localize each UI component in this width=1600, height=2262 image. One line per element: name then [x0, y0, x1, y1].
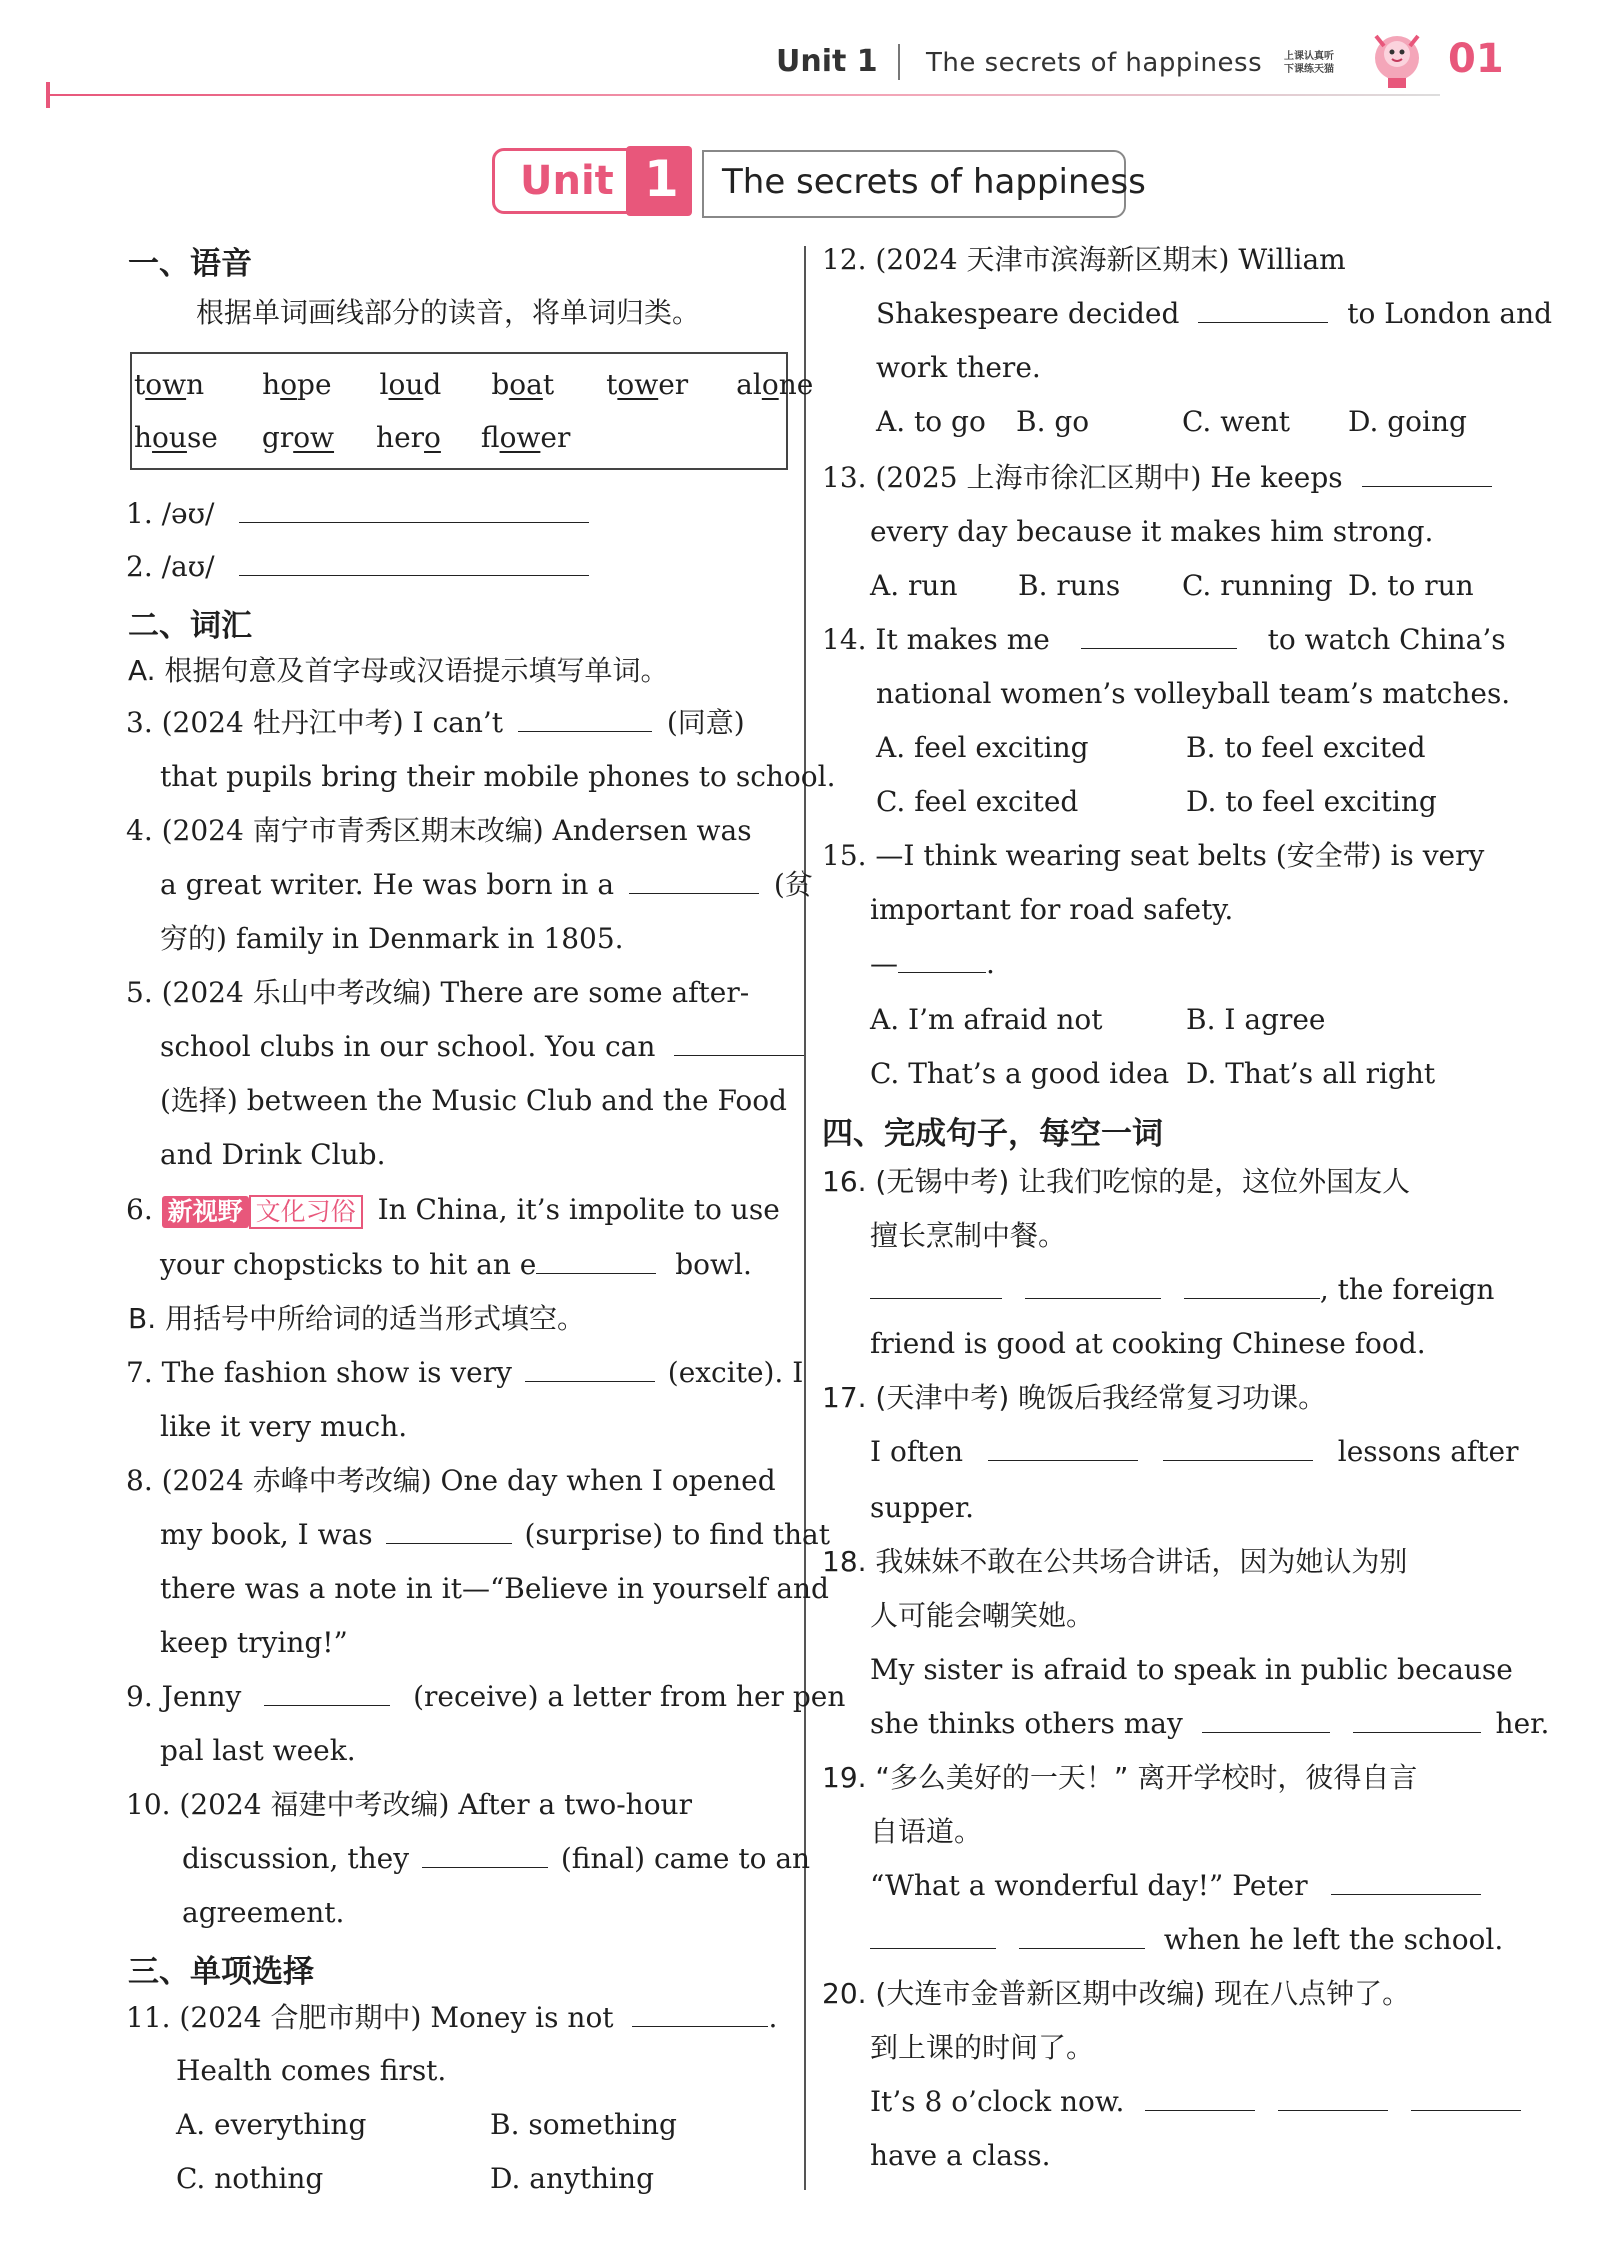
- question-6-line-1: [126, 1192, 780, 1229]
- question-14-line-2: national women’s volleyball team’s matches.: [876, 677, 1511, 710]
- question-2: [126, 549, 589, 585]
- underlined-sound: ow: [617, 368, 659, 401]
- question-2-label: 2. /aʊ/: [126, 550, 215, 583]
- unit-banner-word: Unit: [520, 158, 614, 204]
- question-20-line-1: 20. (大连市金普新区期中改编) 现在八点钟了。: [822, 1977, 1411, 2010]
- question-16-text: , the foreign: [1319, 1273, 1495, 1306]
- answer-blank-11[interactable]: [632, 2002, 768, 2027]
- section-pronunciation: 一、语音: [128, 246, 252, 282]
- running-header-unit: Unit 1: [776, 44, 878, 79]
- question-18-text: she thinks others may: [870, 1707, 1183, 1740]
- question-9-hint: (receive) a letter from her pen: [413, 1680, 846, 1713]
- option-14-d[interactable]: D. to feel exciting: [1186, 785, 1437, 818]
- question-15-line-2: important for road safety.: [870, 893, 1234, 926]
- question-6-line-2: [160, 1247, 752, 1283]
- phonics-word: hero: [376, 421, 441, 454]
- question-9-line-1: [126, 1679, 845, 1715]
- option-15-c[interactable]: C. That’s a good idea: [870, 1057, 1170, 1090]
- question-7-text: 7. The fashion show is very: [126, 1356, 512, 1389]
- question-16-line-4: friend is good at cooking Chinese food.: [870, 1327, 1426, 1360]
- answer-blank-14[interactable]: [1081, 624, 1237, 649]
- question-10-line-1: 10. (2024 福建中考改编) After a two-hour: [126, 1788, 692, 1821]
- option-15-d[interactable]: D. That’s all right: [1186, 1057, 1436, 1090]
- option-13-b[interactable]: B. runs: [1018, 569, 1121, 602]
- option-12-a[interactable]: A. to go: [876, 405, 986, 438]
- question-15-period: .: [986, 947, 995, 980]
- answer-blank-8[interactable]: [386, 1519, 512, 1544]
- answer-blank-3[interactable]: [518, 707, 652, 732]
- answer-blank-19-1[interactable]: [1331, 1870, 1481, 1895]
- question-17-line-2: [870, 1434, 1518, 1470]
- question-8-line-1: 8. (2024 赤峰中考改编) One day when I opened: [126, 1464, 776, 1497]
- option-13-d[interactable]: D. to run: [1348, 569, 1474, 602]
- phonics-word: town: [134, 368, 205, 401]
- question-19-line-4: [870, 1922, 1503, 1958]
- option-11-a[interactable]: A. everything: [176, 2108, 367, 2141]
- answer-blank-18-2[interactable]: [1353, 1708, 1481, 1733]
- answer-blank-19-3[interactable]: [1019, 1924, 1145, 1949]
- question-4-text: a great writer. He was born in a: [160, 868, 615, 901]
- question-15-line-1: 15. —I think wearing seat belts (安全带) is very: [822, 839, 1485, 872]
- question-8-text: my book, I was: [160, 1518, 373, 1551]
- question-19-line-3: [870, 1868, 1481, 1904]
- question-5-line-2: [160, 1029, 804, 1065]
- question-17-line-3: supper.: [870, 1491, 975, 1524]
- question-18-line-3: My sister is afraid to speak in public because: [870, 1653, 1513, 1686]
- question-11-line-2: Health comes first.: [176, 2054, 447, 2087]
- answer-blank-17-1[interactable]: [988, 1436, 1138, 1461]
- question-15-line-3: [870, 946, 995, 982]
- section-complete-sentences: 四、完成句子，每空一词: [822, 1116, 1163, 1152]
- option-12-c[interactable]: C. went: [1182, 405, 1291, 438]
- underlined-sound: ou: [152, 421, 187, 454]
- option-14-b[interactable]: B. to feel excited: [1186, 731, 1426, 764]
- answer-blank-16-3[interactable]: [1184, 1274, 1320, 1299]
- question-7-line-2: like it very much.: [160, 1410, 408, 1443]
- section-vocabulary: 二、词汇: [128, 608, 252, 644]
- underlined-sound: ow: [145, 368, 187, 401]
- culture-tag: 文化习俗: [249, 1195, 363, 1229]
- question-9-text: 9. Jenny: [126, 1680, 242, 1713]
- question-8-line-4: keep trying!”: [160, 1626, 348, 1659]
- word-box-row-1: [134, 367, 813, 403]
- question-20-line-3: [870, 2084, 1521, 2120]
- question-10-text: discussion, they: [182, 1842, 410, 1875]
- option-13-c[interactable]: C. running: [1182, 569, 1333, 602]
- answer-blank-10[interactable]: [422, 1843, 548, 1868]
- question-14-line-1: [822, 622, 1506, 658]
- question-19-text: “What a wonderful day!” Peter: [870, 1869, 1308, 1902]
- answer-blank-7[interactable]: [525, 1357, 655, 1382]
- answer-blank-17-2[interactable]: [1163, 1436, 1313, 1461]
- answer-blank-2[interactable]: [239, 551, 589, 576]
- option-15-a[interactable]: A. I’m afraid not: [870, 1003, 1103, 1036]
- section-multiple-choice: 三、单项选择: [128, 1954, 314, 1990]
- question-10-hint: (final) came to an: [560, 1842, 811, 1875]
- question-17-line-1: 17. (天津中考) 晚饭后我经常复习功课。: [822, 1381, 1327, 1414]
- option-15-b[interactable]: B. I agree: [1186, 1003, 1326, 1036]
- question-7-hint: (excite). I: [667, 1356, 804, 1389]
- underlined-sound: ou: [388, 368, 424, 401]
- question-18-text-2: her.: [1495, 1707, 1550, 1740]
- underlined-sound: o: [761, 368, 779, 401]
- question-6-text: In China, it’s impolite to use: [377, 1193, 780, 1226]
- option-12-d[interactable]: D. going: [1348, 405, 1467, 438]
- pronunciation-instruction: 根据单词画线部分的读音，将单词归类。: [196, 296, 701, 329]
- question-19-text-2: when he left the school.: [1163, 1923, 1504, 1956]
- question-17-text: I often: [870, 1435, 964, 1468]
- question-17-text-2: lessons after: [1337, 1435, 1519, 1468]
- underlined-sound: o: [424, 421, 441, 454]
- question-12-line-2: [876, 296, 1552, 332]
- answer-blank-12[interactable]: [1198, 298, 1328, 323]
- answer-blank-16-2[interactable]: [1025, 1274, 1161, 1299]
- question-16-line-2: 擅长烹制中餐。: [870, 1219, 1067, 1252]
- question-5-text: school clubs in our school. You can: [160, 1030, 656, 1063]
- answer-blank-20-2[interactable]: [1278, 2086, 1388, 2111]
- question-12-line-3: work there.: [876, 351, 1041, 384]
- question-10-line-3: agreement.: [182, 1896, 345, 1929]
- new-vision-tag: 新视野: [162, 1196, 249, 1228]
- question-6-text-2: your chopsticks to hit an e: [160, 1248, 537, 1281]
- question-1: [126, 496, 589, 532]
- header-rule: [50, 94, 1440, 96]
- question-16-line-1: 16. (无锡中考) 让我们吃惊的是，这位外国友人: [822, 1165, 1411, 1198]
- phonics-word: alone: [736, 368, 814, 401]
- option-14-a[interactable]: A. feel exciting: [876, 731, 1089, 764]
- question-16-line-3: [870, 1272, 1494, 1308]
- question-14-text: 14. It makes me: [822, 623, 1050, 656]
- question-3-line-1: [126, 705, 745, 741]
- question-6-number: 6.: [126, 1193, 153, 1226]
- question-13-text: 13. (2025 上海市徐汇区期中) He keeps: [822, 461, 1343, 494]
- question-8-hint: (surprise) to find that: [524, 1518, 830, 1551]
- question-12-text-2: to London and: [1347, 297, 1553, 330]
- question-8-line-2: [160, 1517, 830, 1553]
- question-4-line-2: [160, 867, 813, 903]
- question-4-line-3: 穷的) family in Denmark in 1805.: [160, 922, 624, 955]
- page-number: 01: [1448, 36, 1504, 82]
- phonics-word: boat: [491, 368, 555, 401]
- question-20-text: It’s 8 o’clock now.: [870, 2085, 1125, 2118]
- option-11-b[interactable]: B. something: [490, 2108, 677, 2141]
- question-15-dash: —: [870, 947, 898, 980]
- question-12-text: Shakespeare decided: [876, 297, 1180, 330]
- question-7-line-1: [126, 1355, 803, 1391]
- question-11-line-1: [126, 2000, 777, 2036]
- question-11-period: .: [768, 2001, 778, 2034]
- answer-blank-9[interactable]: [264, 1681, 390, 1706]
- answer-blank-5[interactable]: [674, 1031, 804, 1056]
- question-5-line-4: and Drink Club.: [160, 1138, 386, 1171]
- question-20-line-4: have a class.: [870, 2139, 1051, 2172]
- unit-banner-title: The secrets of happiness: [722, 162, 1146, 202]
- underlined-sound: o: [280, 368, 298, 401]
- option-11-c[interactable]: C. nothing: [176, 2162, 324, 2195]
- unit-banner-number: 1: [644, 150, 679, 208]
- question-14-text-2: to watch China’s: [1267, 623, 1506, 656]
- question-13-line-2: every day because it makes him strong.: [870, 515, 1434, 548]
- answer-blank-19-2[interactable]: [870, 1924, 996, 1949]
- question-11-text: 11. (2024 合肥市期中) Money is not: [126, 2001, 614, 2034]
- part-a-instruction: A. 根据句意及首字母或汉语提示填写单词。: [128, 654, 669, 687]
- phonics-word: loud: [379, 368, 442, 401]
- header-slogan-line1: 上课认真听: [1284, 51, 1334, 62]
- question-13-line-1: [822, 460, 1492, 496]
- phonics-word: tower: [606, 368, 689, 401]
- option-12-b[interactable]: B. go: [1016, 405, 1090, 438]
- answer-blank-20-1[interactable]: [1145, 2086, 1255, 2111]
- word-box-row-2: [134, 420, 570, 456]
- phonics-word: grow: [261, 421, 335, 454]
- phonics-word: house: [134, 421, 218, 454]
- question-4-line-1: 4. (2024 南宁市青秀区期末改编) Andersen was: [126, 814, 752, 847]
- question-18-line-4: [870, 1706, 1549, 1742]
- header-divider: [898, 44, 900, 80]
- phonics-word: flower: [480, 421, 571, 454]
- header-slogan-line2: 下课练天猫: [1284, 64, 1334, 75]
- answer-blank-6[interactable]: [536, 1249, 656, 1274]
- part-b-instruction: B. 用括号中所给词的适当形式填空。: [128, 1302, 586, 1335]
- mascot-icon: [1366, 24, 1428, 90]
- answer-blank-13[interactable]: [1362, 462, 1492, 487]
- question-6-text-3: bowl.: [675, 1248, 752, 1281]
- column-divider: [804, 246, 806, 2190]
- question-18-line-1: 18. 我妹妹不敢在公共场合讲话，因为她认为别: [822, 1545, 1408, 1578]
- option-11-d[interactable]: D. anything: [490, 2162, 654, 2195]
- running-header-title: The secrets of happiness: [926, 48, 1263, 78]
- question-19-line-1: 19. “多么美好的一天！” 离开学校时，彼得自言: [822, 1761, 1418, 1794]
- question-1-label: 1. /əʊ/: [126, 497, 215, 530]
- answer-blank-20-3[interactable]: [1411, 2086, 1521, 2111]
- question-18-line-2: 人可能会嘲笑她。: [870, 1599, 1095, 1632]
- answer-blank-15[interactable]: [898, 948, 986, 973]
- underlined-sound: ow: [293, 421, 335, 454]
- question-20-line-2: 到上课的时间了。: [870, 2031, 1095, 2064]
- question-3-text: 3. (2024 牡丹江中考) I can’t: [126, 706, 504, 739]
- question-3-line-2: that pupils bring their mobile phones to school.: [160, 760, 836, 793]
- question-19-line-2: 自语道。: [870, 1815, 983, 1848]
- underlined-sound: oa: [509, 368, 543, 401]
- option-13-a[interactable]: A. run: [870, 569, 958, 602]
- question-5-line-1: 5. (2024 乐山中考改编) There are some after-: [126, 976, 750, 1009]
- question-5-line-3: (选择) between the Music Club and the Food: [160, 1084, 787, 1117]
- phonics-word: hope: [262, 368, 332, 401]
- option-14-c[interactable]: C. feel excited: [876, 785, 1079, 818]
- answer-blank-4[interactable]: [629, 869, 759, 894]
- question-8-line-3: there was a note in it—“Believe in yourself and: [160, 1572, 829, 1605]
- answer-blank-1[interactable]: [239, 498, 589, 523]
- question-10-line-2: [182, 1841, 810, 1877]
- underlined-sound: ow: [499, 421, 541, 454]
- question-3-hint: (同意): [666, 706, 745, 739]
- question-12-line-1: 12. (2024 天津市滨海新区期末) William: [822, 243, 1346, 276]
- answer-blank-16-1[interactable]: [870, 1274, 1002, 1299]
- question-4-hint: (贫: [773, 868, 813, 901]
- answer-blank-18-1[interactable]: [1202, 1708, 1330, 1733]
- header-slogan: [1284, 50, 1344, 76]
- question-9-line-2: pal last week.: [160, 1734, 356, 1767]
